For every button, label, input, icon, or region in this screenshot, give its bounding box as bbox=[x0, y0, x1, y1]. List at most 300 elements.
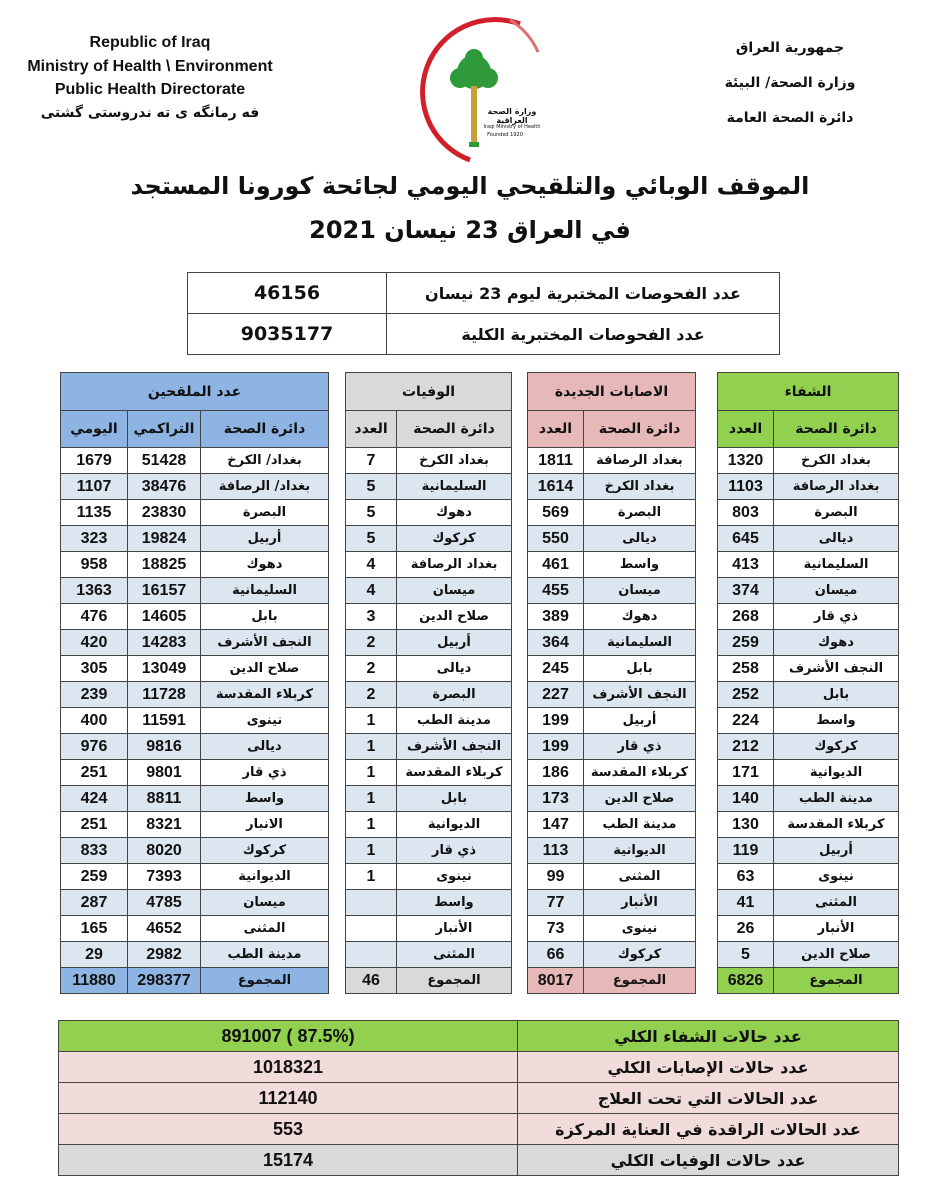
table-row bbox=[528, 838, 696, 864]
table-row bbox=[528, 916, 696, 942]
directorate-cell: النجف الأشرف bbox=[201, 630, 329, 656]
table-row bbox=[346, 474, 512, 500]
value-cell: 5 bbox=[346, 526, 397, 552]
value-cell: 119 bbox=[718, 838, 774, 864]
table-row bbox=[718, 552, 899, 578]
table-row bbox=[346, 708, 512, 734]
value-cell: 1 bbox=[346, 734, 397, 760]
value-cell: 258 bbox=[718, 656, 774, 682]
directorate-cell: ذي قار bbox=[774, 604, 899, 630]
summary-value: 15174 bbox=[59, 1145, 518, 1176]
total-value: 6826 bbox=[718, 968, 774, 994]
ministry-logo bbox=[410, 12, 540, 162]
value-cell: 63 bbox=[718, 864, 774, 890]
table-row bbox=[346, 786, 512, 812]
total-row bbox=[528, 968, 696, 994]
value-cell: 252 bbox=[718, 682, 774, 708]
value-cell: 239 bbox=[61, 682, 128, 708]
summary-table bbox=[58, 1020, 899, 1176]
table-title-row bbox=[346, 373, 512, 411]
directorate-cell: الأنبار bbox=[774, 916, 899, 942]
value-cell: 1103 bbox=[718, 474, 774, 500]
directorate-cell: البصرة bbox=[201, 500, 329, 526]
table-row bbox=[61, 916, 329, 942]
value-cell: 455 bbox=[528, 578, 584, 604]
directorate-cell: صلاح الدين bbox=[201, 656, 329, 682]
directorate-cell: بغداد الرصافة bbox=[584, 448, 696, 474]
value-cell: 364 bbox=[528, 630, 584, 656]
table-row bbox=[61, 942, 329, 968]
summary-label: عدد الحالات الراقدة في العناية المركزة bbox=[518, 1114, 899, 1145]
table-row bbox=[528, 890, 696, 916]
table-row bbox=[346, 526, 512, 552]
directorate-cell: أربيل bbox=[201, 526, 329, 552]
column-header: دائرة الصحة bbox=[584, 411, 696, 448]
value-cell: 19824 bbox=[128, 526, 201, 552]
table-title-row bbox=[61, 373, 329, 411]
table-row bbox=[61, 760, 329, 786]
directorate-cell: ميسان bbox=[397, 578, 512, 604]
value-cell: 7 bbox=[346, 448, 397, 474]
table-row bbox=[61, 500, 329, 526]
table-row bbox=[528, 760, 696, 786]
directorate-cell: المثنى bbox=[397, 942, 512, 968]
value-cell: 173 bbox=[528, 786, 584, 812]
table-title: الشفاء bbox=[718, 373, 899, 411]
directorate-cell: ذي قار bbox=[584, 734, 696, 760]
directorate-cell: النجف الأشرف bbox=[584, 682, 696, 708]
table-row bbox=[346, 890, 512, 916]
table-row bbox=[346, 578, 512, 604]
table-row bbox=[718, 656, 899, 682]
table-row bbox=[61, 786, 329, 812]
deaths-table bbox=[345, 372, 512, 994]
table-row bbox=[61, 630, 329, 656]
english-header bbox=[0, 31, 300, 125]
value-cell: 4 bbox=[346, 552, 397, 578]
tests-value: 9035177 bbox=[188, 314, 387, 355]
directorate-cell: بغداد الكرخ bbox=[584, 474, 696, 500]
value-cell: 976 bbox=[61, 734, 128, 760]
directorate-cell: دهوك bbox=[584, 604, 696, 630]
logo-text-english: Iraqi Ministry of Health bbox=[483, 124, 541, 130]
value-cell: 11591 bbox=[128, 708, 201, 734]
value-cell: 51428 bbox=[128, 448, 201, 474]
value-cell: 199 bbox=[528, 708, 584, 734]
table-row bbox=[718, 786, 899, 812]
table-row bbox=[528, 864, 696, 890]
directorate-cell: كربلاء المقدسة bbox=[584, 760, 696, 786]
value-cell: 424 bbox=[61, 786, 128, 812]
value-cell: 199 bbox=[528, 734, 584, 760]
directorate-cell: الديوانية bbox=[201, 864, 329, 890]
header-line: وزارة الصحة/ البيئة bbox=[724, 75, 856, 91]
value-cell: 1 bbox=[346, 760, 397, 786]
table-row bbox=[346, 682, 512, 708]
value-cell bbox=[346, 942, 397, 968]
directorate-cell: ديالى bbox=[397, 656, 512, 682]
table-row bbox=[528, 942, 696, 968]
table-row bbox=[61, 604, 329, 630]
total-value: 11880 bbox=[61, 968, 128, 994]
total-value: 46 bbox=[346, 968, 397, 994]
value-cell: 374 bbox=[718, 578, 774, 604]
directorate-cell: واسط bbox=[774, 708, 899, 734]
value-cell: 2 bbox=[346, 656, 397, 682]
table-row bbox=[188, 314, 780, 355]
page-subtitle: في العراق 23 نيسان 2021 bbox=[309, 216, 631, 244]
table-row bbox=[61, 890, 329, 916]
table-row bbox=[718, 448, 899, 474]
table-row bbox=[528, 630, 696, 656]
total-value: 298377 bbox=[128, 968, 201, 994]
table-row bbox=[718, 708, 899, 734]
column-header-row bbox=[61, 411, 329, 448]
table-row bbox=[346, 942, 512, 968]
table-row bbox=[718, 890, 899, 916]
column-header: العدد bbox=[718, 411, 774, 448]
directorate-cell: الأنبار bbox=[397, 916, 512, 942]
value-cell: 9816 bbox=[128, 734, 201, 760]
table-row bbox=[718, 526, 899, 552]
value-cell: 251 bbox=[61, 812, 128, 838]
value-cell: 11728 bbox=[128, 682, 201, 708]
total-label: المجموع bbox=[397, 968, 512, 994]
value-cell: 1 bbox=[346, 786, 397, 812]
column-header: العدد bbox=[528, 411, 584, 448]
value-cell: 227 bbox=[528, 682, 584, 708]
summary-value: 1018321 bbox=[59, 1052, 518, 1083]
directorate-cell: ديالى bbox=[201, 734, 329, 760]
directorate-cell: ميسان bbox=[201, 890, 329, 916]
value-cell: 4785 bbox=[128, 890, 201, 916]
table-row bbox=[718, 838, 899, 864]
directorate-cell: النجف الأشرف bbox=[774, 656, 899, 682]
table-title-row bbox=[528, 373, 696, 411]
table-row bbox=[718, 864, 899, 890]
value-cell: 400 bbox=[61, 708, 128, 734]
value-cell: 1320 bbox=[718, 448, 774, 474]
value-cell: 5 bbox=[346, 500, 397, 526]
directorate-cell: دهوك bbox=[774, 630, 899, 656]
table-row bbox=[346, 630, 512, 656]
value-cell: 4652 bbox=[128, 916, 201, 942]
directorate-cell: واسط bbox=[201, 786, 329, 812]
directorate-cell: كركوك bbox=[584, 942, 696, 968]
directorate-cell: نينوى bbox=[774, 864, 899, 890]
value-cell: 2 bbox=[346, 682, 397, 708]
summary-row bbox=[59, 1114, 899, 1145]
table-row bbox=[61, 682, 329, 708]
table-row bbox=[61, 812, 329, 838]
value-cell: 130 bbox=[718, 812, 774, 838]
lab-tests-table bbox=[187, 272, 780, 355]
table-row bbox=[346, 500, 512, 526]
directorate-cell: واسط bbox=[584, 552, 696, 578]
table-row bbox=[718, 916, 899, 942]
value-cell: 1 bbox=[346, 708, 397, 734]
header-line: دائرة الصحة العامة bbox=[726, 110, 854, 126]
table-row bbox=[346, 838, 512, 864]
directorate-cell: الأنبار bbox=[584, 890, 696, 916]
value-cell: 147 bbox=[528, 812, 584, 838]
value-cell: 5 bbox=[718, 942, 774, 968]
value-cell: 251 bbox=[61, 760, 128, 786]
value-cell: 2982 bbox=[128, 942, 201, 968]
value-cell: 323 bbox=[61, 526, 128, 552]
value-cell bbox=[346, 890, 397, 916]
value-cell: 73 bbox=[528, 916, 584, 942]
table-row bbox=[61, 838, 329, 864]
value-cell: 23830 bbox=[128, 500, 201, 526]
table-row bbox=[718, 500, 899, 526]
table-row bbox=[718, 734, 899, 760]
directorate-cell: بغداد/ الكرخ bbox=[201, 448, 329, 474]
value-cell: 645 bbox=[718, 526, 774, 552]
table-title-row bbox=[718, 373, 899, 411]
directorate-cell: السليمانية bbox=[397, 474, 512, 500]
value-cell: 803 bbox=[718, 500, 774, 526]
table-row bbox=[528, 682, 696, 708]
table-row bbox=[528, 552, 696, 578]
directorate-cell: مدينة الطب bbox=[774, 786, 899, 812]
directorate-cell: بغداد الرصافة bbox=[774, 474, 899, 500]
directorate-cell: السليمانية bbox=[774, 552, 899, 578]
column-header-row bbox=[346, 411, 512, 448]
table-row bbox=[61, 526, 329, 552]
total-label: المجموع bbox=[201, 968, 329, 994]
value-cell bbox=[346, 916, 397, 942]
table-title: عدد الملقحين bbox=[61, 373, 329, 411]
table-row bbox=[528, 734, 696, 760]
table-row bbox=[61, 734, 329, 760]
directorate-cell: مدينة الطب bbox=[584, 812, 696, 838]
header-line: Ministry of Health \ Environment bbox=[27, 57, 273, 75]
table-row bbox=[528, 500, 696, 526]
value-cell: 569 bbox=[528, 500, 584, 526]
summary-row bbox=[59, 1021, 899, 1052]
value-cell: 66 bbox=[528, 942, 584, 968]
directorate-cell: بابل bbox=[774, 682, 899, 708]
directorate-cell: النجف الأشرف bbox=[397, 734, 512, 760]
table-row bbox=[61, 864, 329, 890]
directorate-cell: دهوك bbox=[397, 500, 512, 526]
value-cell: 461 bbox=[528, 552, 584, 578]
table-row bbox=[346, 656, 512, 682]
logo-emblem-icon bbox=[410, 12, 540, 162]
directorate-cell: ديالى bbox=[774, 526, 899, 552]
directorate-cell: بابل bbox=[584, 656, 696, 682]
column-header-row bbox=[718, 411, 899, 448]
value-cell: 1135 bbox=[61, 500, 128, 526]
table-row bbox=[61, 578, 329, 604]
tests-value: 46156 bbox=[188, 273, 387, 314]
directorate-cell: كربلاء المقدسة bbox=[201, 682, 329, 708]
value-cell: 3 bbox=[346, 604, 397, 630]
directorate-cell: نينوى bbox=[584, 916, 696, 942]
value-cell: 5 bbox=[346, 474, 397, 500]
value-cell: 14605 bbox=[128, 604, 201, 630]
total-value: 8017 bbox=[528, 968, 584, 994]
value-cell: 1107 bbox=[61, 474, 128, 500]
summary-label: عدد الحالات التي تحت العلاج bbox=[518, 1083, 899, 1114]
column-header: اليومي bbox=[61, 411, 128, 448]
value-cell: 1679 bbox=[61, 448, 128, 474]
value-cell: 8020 bbox=[128, 838, 201, 864]
directorate-cell: ذي قار bbox=[397, 838, 512, 864]
directorate-cell: ذي قار bbox=[201, 760, 329, 786]
header-line: جمهورية العراق bbox=[735, 40, 845, 56]
table-row bbox=[346, 604, 512, 630]
directorate-cell: بابل bbox=[397, 786, 512, 812]
table-row bbox=[718, 604, 899, 630]
value-cell: 113 bbox=[528, 838, 584, 864]
table-row bbox=[346, 812, 512, 838]
table-row bbox=[718, 942, 899, 968]
table-row bbox=[346, 760, 512, 786]
table-row bbox=[528, 786, 696, 812]
directorate-cell: كركوك bbox=[201, 838, 329, 864]
value-cell: 550 bbox=[528, 526, 584, 552]
value-cell: 8811 bbox=[128, 786, 201, 812]
directorate-cell: ديالى bbox=[584, 526, 696, 552]
value-cell: 420 bbox=[61, 630, 128, 656]
table-row bbox=[528, 578, 696, 604]
directorate-cell: البصرة bbox=[584, 500, 696, 526]
value-cell: 4 bbox=[346, 578, 397, 604]
new-cases-table bbox=[527, 372, 696, 994]
directorate-cell: بغداد/ الرصافة bbox=[201, 474, 329, 500]
table-row bbox=[718, 474, 899, 500]
total-row bbox=[61, 968, 329, 994]
table-row bbox=[346, 448, 512, 474]
table-row bbox=[61, 448, 329, 474]
table-row bbox=[528, 448, 696, 474]
value-cell: 29 bbox=[61, 942, 128, 968]
table-row bbox=[61, 474, 329, 500]
directorate-cell: ميسان bbox=[584, 578, 696, 604]
value-cell: 305 bbox=[61, 656, 128, 682]
value-cell: 26 bbox=[718, 916, 774, 942]
value-cell: 1811 bbox=[528, 448, 584, 474]
summary-value: (87.5% ) 891007 bbox=[59, 1021, 518, 1052]
value-cell: 1614 bbox=[528, 474, 584, 500]
total-row bbox=[718, 968, 899, 994]
arabic-header bbox=[690, 36, 890, 141]
directorate-cell: بابل bbox=[201, 604, 329, 630]
recovery-table bbox=[717, 372, 899, 994]
table-row bbox=[346, 734, 512, 760]
directorate-cell: مدينة الطب bbox=[397, 708, 512, 734]
value-cell: 41 bbox=[718, 890, 774, 916]
directorate-cell: بغداد الكرخ bbox=[774, 448, 899, 474]
directorate-cell: صلاح الدين bbox=[584, 786, 696, 812]
value-cell: 8321 bbox=[128, 812, 201, 838]
directorate-cell: مدينة الطب bbox=[201, 942, 329, 968]
directorate-cell: كربلاء المقدسة bbox=[774, 812, 899, 838]
table-row bbox=[188, 273, 780, 314]
table-title: الاصابات الجديدة bbox=[528, 373, 696, 411]
logo-text-arabic: وزارة الصحة العراقية bbox=[487, 107, 537, 125]
value-cell: 259 bbox=[718, 630, 774, 656]
table-row bbox=[528, 708, 696, 734]
table-row bbox=[528, 526, 696, 552]
table-row bbox=[528, 474, 696, 500]
summary-value: 112140 bbox=[59, 1083, 518, 1114]
total-row bbox=[346, 968, 512, 994]
total-label: المجموع bbox=[584, 968, 696, 994]
table-row bbox=[61, 552, 329, 578]
table-row bbox=[346, 864, 512, 890]
value-cell: 287 bbox=[61, 890, 128, 916]
value-cell: 958 bbox=[61, 552, 128, 578]
directorate-cell: دهوك bbox=[201, 552, 329, 578]
directorate-cell: كركوك bbox=[774, 734, 899, 760]
header-line: Public Health Directorate bbox=[54, 81, 246, 98]
summary-label: عدد حالات الإصابات الكلي bbox=[518, 1052, 899, 1083]
table-row bbox=[718, 812, 899, 838]
directorate-cell: صلاح الدين bbox=[397, 604, 512, 630]
summary-label: عدد حالات الشفاء الكلي bbox=[518, 1021, 899, 1052]
summary-row bbox=[59, 1052, 899, 1083]
table-row bbox=[718, 682, 899, 708]
value-cell: 389 bbox=[528, 604, 584, 630]
directorate-cell: أربيل bbox=[774, 838, 899, 864]
table-row bbox=[61, 708, 329, 734]
table-row bbox=[346, 916, 512, 942]
summary-row bbox=[59, 1083, 899, 1114]
table-row bbox=[61, 656, 329, 682]
directorate-cell: المثنى bbox=[201, 916, 329, 942]
value-cell: 259 bbox=[61, 864, 128, 890]
summary-row bbox=[59, 1145, 899, 1176]
table-title: الوفيات bbox=[346, 373, 512, 411]
directorate-cell: بغداد الكرخ bbox=[397, 448, 512, 474]
directorate-cell: بغداد الرصافة bbox=[397, 552, 512, 578]
value-cell: 268 bbox=[718, 604, 774, 630]
value-cell: 245 bbox=[528, 656, 584, 682]
value-cell: 140 bbox=[718, 786, 774, 812]
summary-value: 553 bbox=[59, 1114, 518, 1145]
directorate-cell: أربيل bbox=[584, 708, 696, 734]
value-cell: 165 bbox=[61, 916, 128, 942]
table-row bbox=[718, 630, 899, 656]
value-cell: 1 bbox=[346, 838, 397, 864]
header-line-kurdish: فه رمانگه ى ته ندروستى گشتى bbox=[40, 104, 260, 121]
value-cell: 99 bbox=[528, 864, 584, 890]
directorate-cell: الديوانية bbox=[397, 812, 512, 838]
value-cell: 1 bbox=[346, 864, 397, 890]
table-row bbox=[346, 552, 512, 578]
directorate-cell: واسط bbox=[397, 890, 512, 916]
value-cell: 14283 bbox=[128, 630, 201, 656]
total-label: المجموع bbox=[774, 968, 899, 994]
column-header: دائرة الصحة bbox=[774, 411, 899, 448]
directorate-cell: نينوى bbox=[397, 864, 512, 890]
value-cell: 171 bbox=[718, 760, 774, 786]
value-cell: 833 bbox=[61, 838, 128, 864]
value-cell: 77 bbox=[528, 890, 584, 916]
directorate-cell: المثنى bbox=[584, 864, 696, 890]
value-cell: 476 bbox=[61, 604, 128, 630]
directorate-cell: السليمانية bbox=[201, 578, 329, 604]
value-cell: 212 bbox=[718, 734, 774, 760]
value-cell: 413 bbox=[718, 552, 774, 578]
directorate-cell: المثنى bbox=[774, 890, 899, 916]
directorate-cell: السليمانية bbox=[584, 630, 696, 656]
directorate-cell: صلاح الدين bbox=[774, 942, 899, 968]
value-cell: 38476 bbox=[128, 474, 201, 500]
